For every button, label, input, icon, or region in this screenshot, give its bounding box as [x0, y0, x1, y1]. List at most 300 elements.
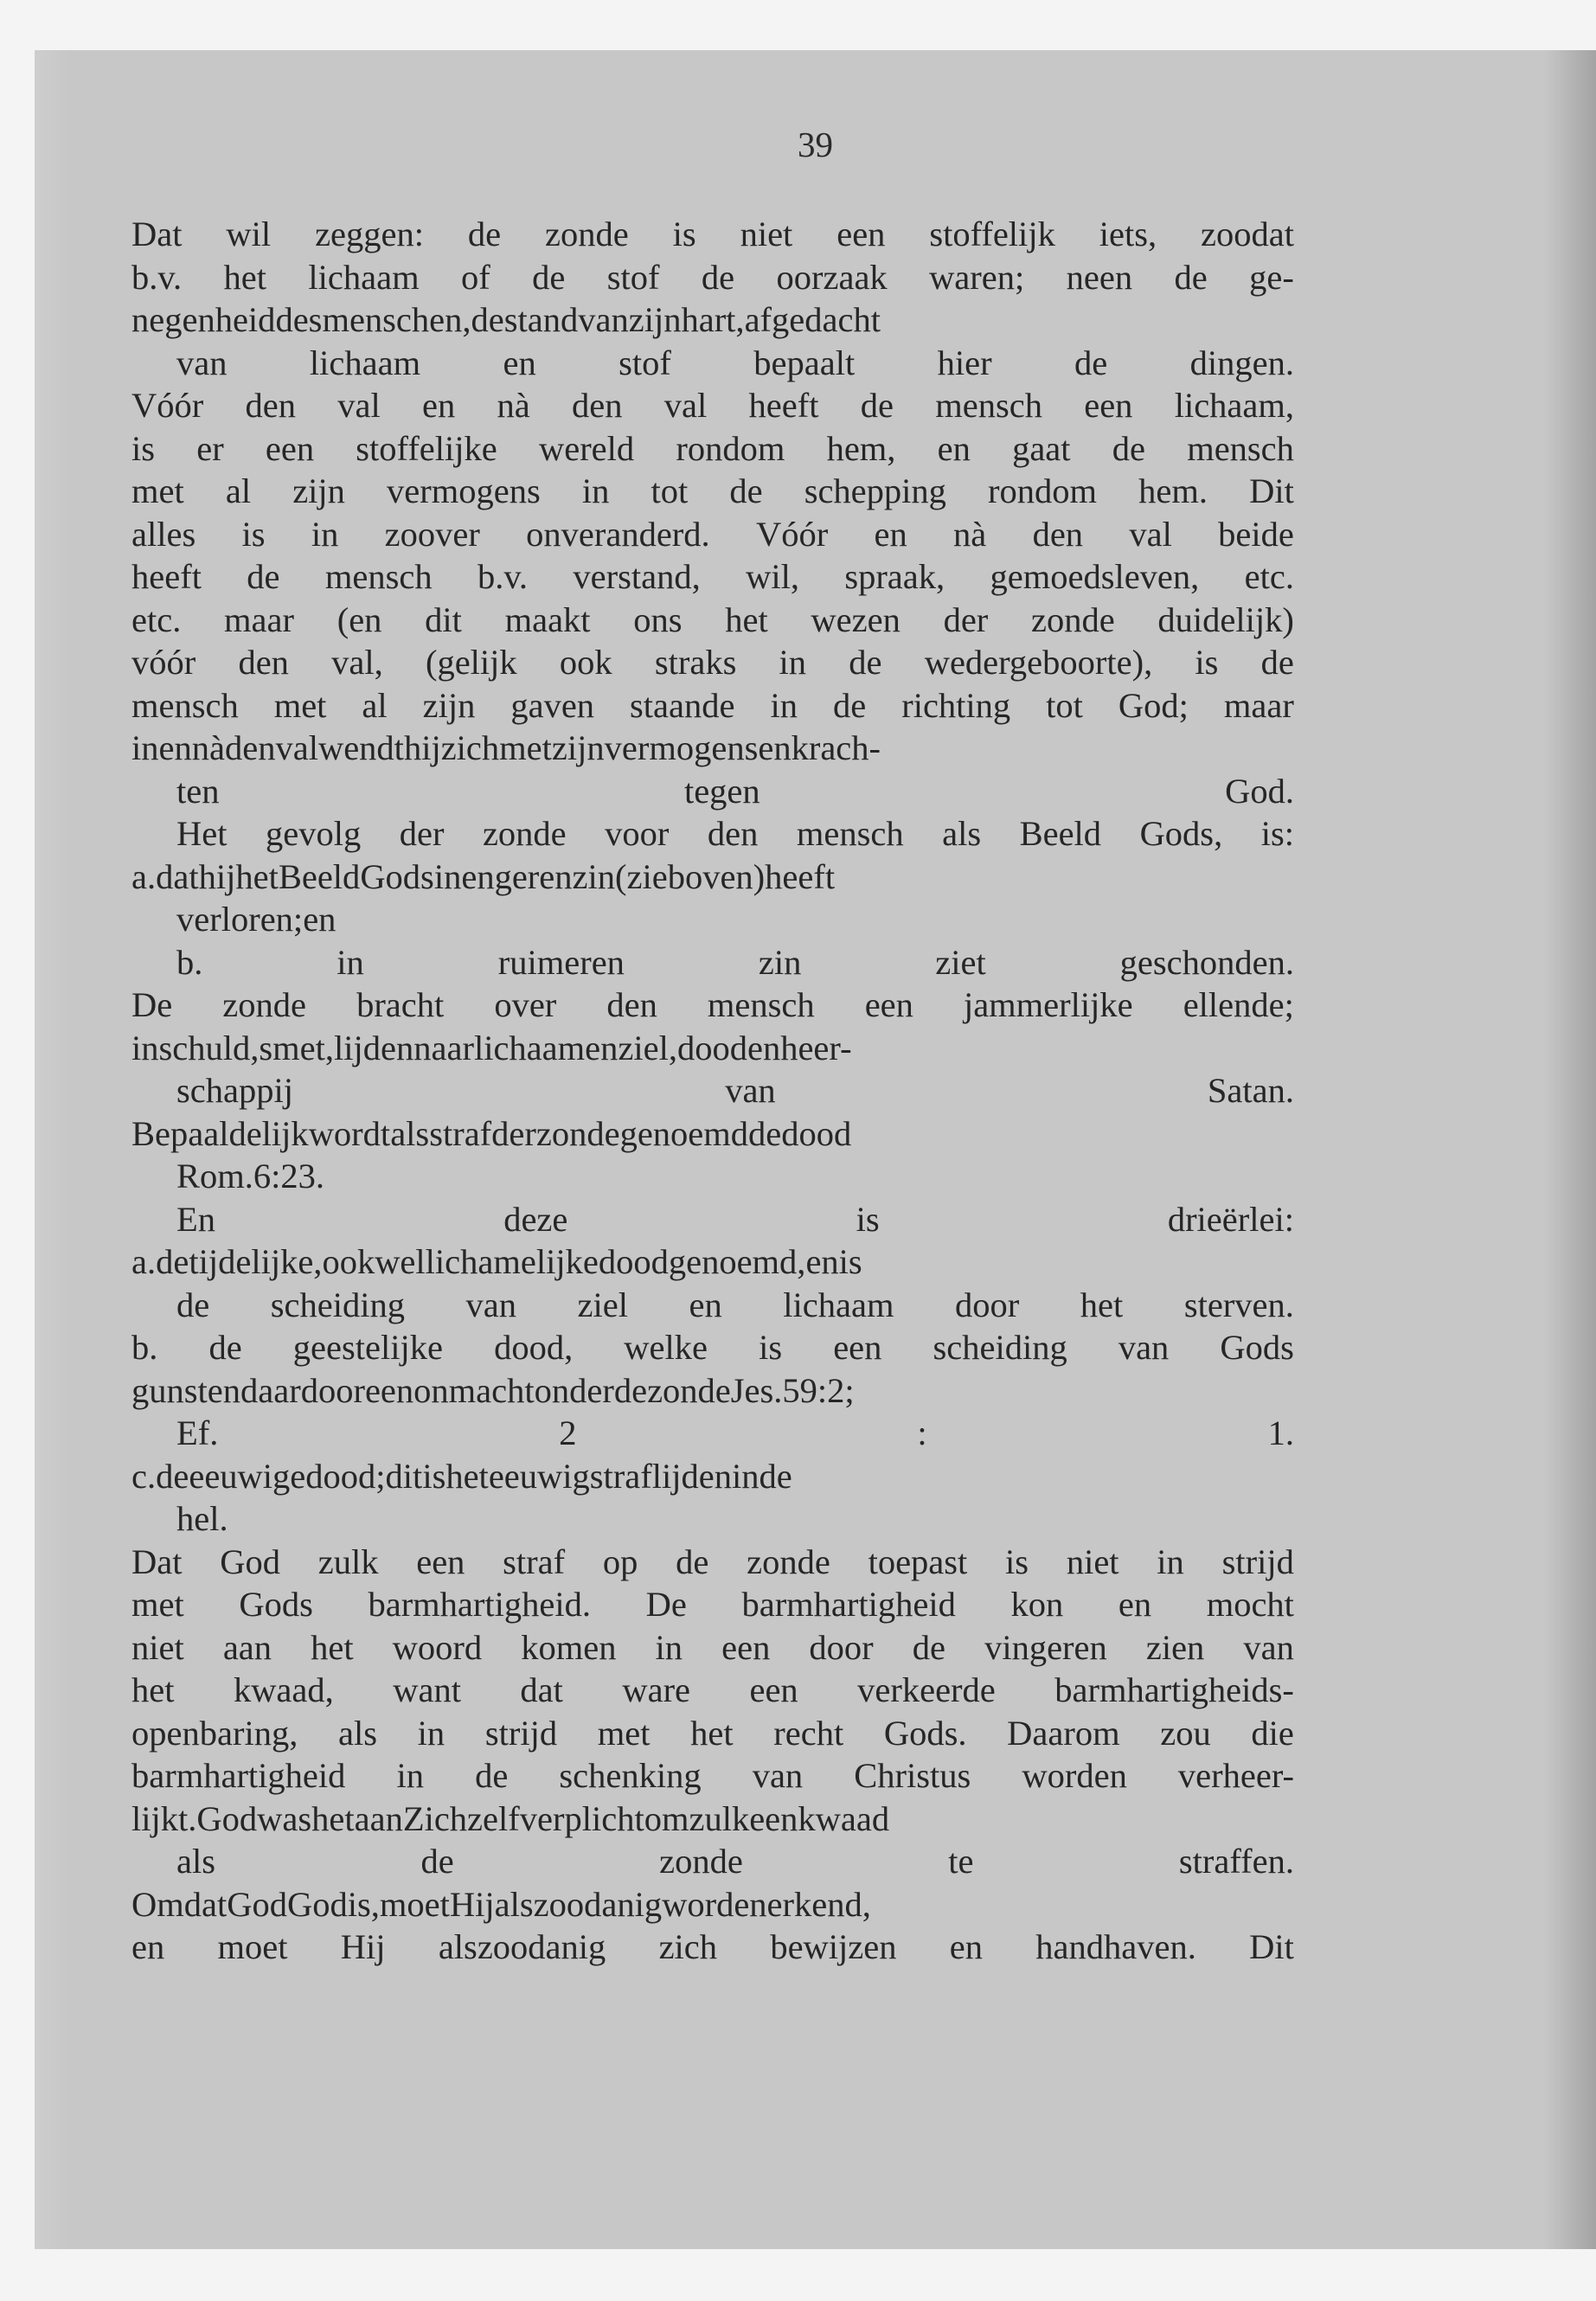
word: wedergeboorte), [924, 643, 1153, 682]
word: lichaam, [1174, 386, 1294, 425]
word: verstand, [573, 557, 701, 596]
word: lichaam [308, 257, 420, 297]
word: iets, [1099, 215, 1157, 253]
word: b.v. [477, 557, 529, 596]
word: kon [1010, 1585, 1064, 1624]
word: stoffelijk [929, 215, 1055, 253]
word: der [491, 1113, 536, 1153]
word: het [131, 1670, 175, 1709]
word: straf [429, 1113, 492, 1153]
word: stand [503, 300, 579, 339]
word: mensch [707, 985, 815, 1024]
word: hier [937, 343, 992, 382]
word: moet [217, 1927, 288, 1966]
word: het [311, 1798, 355, 1838]
word: hem, [826, 428, 896, 468]
word: tot [651, 471, 689, 510]
word: door [809, 1627, 874, 1667]
word: val, [331, 643, 383, 682]
word: in [1157, 1541, 1184, 1581]
word: een [416, 1541, 465, 1581]
word: : [817, 1370, 828, 1410]
word: de [613, 1370, 648, 1410]
word: den [224, 728, 276, 767]
word: in [433, 856, 462, 896]
word: dit [385, 1456, 423, 1496]
word: het [445, 1456, 489, 1496]
word: lichaam [473, 1028, 586, 1067]
word: deze [503, 1199, 568, 1239]
word: de [475, 1756, 509, 1795]
word: als [337, 1713, 377, 1753]
text-line [131, 1626, 1294, 1670]
word: in [337, 942, 364, 982]
word: En [176, 1199, 215, 1239]
word: zoover [384, 514, 480, 554]
word: zin [758, 942, 802, 982]
word: in [417, 1713, 445, 1753]
text-line [131, 555, 1294, 599]
word: scheiding [933, 1328, 1067, 1367]
word: hij [403, 728, 441, 767]
scanned-page [35, 50, 1596, 2249]
word: engeren [461, 856, 573, 896]
word: zoodat [1201, 215, 1294, 253]
word: Dat [131, 1541, 183, 1581]
page-shadow-right [1544, 50, 1596, 2249]
text-line [131, 1712, 1294, 1755]
word: (gelijk [425, 643, 517, 682]
word: zin [572, 856, 615, 896]
word: in [770, 685, 798, 725]
word: ook [322, 1242, 375, 1281]
word: de [912, 1627, 945, 1667]
word: zonde [535, 1113, 620, 1153]
word: als [942, 814, 982, 853]
word: wil [226, 215, 272, 253]
word: eeuwig [488, 1456, 590, 1496]
word: Hij [449, 1884, 495, 1924]
word: zijn [551, 728, 605, 767]
word: Beeld [1019, 814, 1102, 853]
word: 2; [827, 1370, 855, 1410]
word: en [689, 1285, 722, 1324]
word: worden [662, 1884, 767, 1924]
word: de [849, 643, 882, 682]
word: val [337, 386, 381, 425]
word: daardoor [240, 1370, 365, 1410]
word: God [227, 1884, 287, 1924]
word: in [311, 514, 339, 554]
word: een [265, 428, 315, 468]
word: en [949, 1927, 984, 1966]
word: drieërlei: [1167, 1199, 1294, 1239]
word: nà [191, 728, 225, 767]
word: al [225, 471, 252, 510]
word: met [131, 471, 184, 510]
word: en [937, 428, 971, 468]
word: zich [658, 1927, 718, 1966]
word: de [420, 1842, 454, 1881]
word: de [1112, 428, 1145, 468]
word: Gods [1220, 1328, 1294, 1367]
word: dingen. [1189, 343, 1294, 382]
word: met [597, 1713, 651, 1753]
word: heeft [765, 856, 836, 896]
word: is [1005, 1541, 1029, 1581]
word: recht [773, 1713, 844, 1753]
word: geestelijke [292, 1328, 443, 1367]
word: en [303, 900, 337, 939]
word: ziel, [618, 1028, 677, 1067]
word: heeft [748, 386, 819, 425]
word: den [245, 386, 296, 425]
word: val [663, 386, 708, 425]
word: hij [198, 856, 236, 896]
word: val [1129, 514, 1172, 554]
word: stoffelijke [356, 428, 497, 468]
word: sterven. [1183, 1285, 1294, 1324]
word: in [396, 1756, 425, 1795]
word: lichaam [783, 1285, 894, 1324]
word: negenheid [131, 300, 276, 339]
word: maar [224, 599, 294, 639]
word: God [196, 1798, 258, 1838]
word: straks [654, 643, 737, 682]
text-line [131, 513, 1294, 556]
word: God [220, 1541, 280, 1581]
word: de [832, 685, 867, 725]
word: tot [1046, 685, 1083, 725]
word: de [247, 557, 280, 596]
word: een [836, 215, 886, 253]
word: van [465, 1285, 516, 1324]
text-line [131, 812, 1294, 856]
word: het [223, 257, 266, 297]
word: zulk [689, 1798, 750, 1838]
word: Gods. [883, 1713, 967, 1753]
word: niet [131, 1627, 184, 1667]
word: tijdelijke, [189, 1242, 323, 1281]
word: 59 [782, 1370, 817, 1410]
text-line [131, 213, 1294, 256]
word: Beeld [278, 856, 361, 896]
word: is [759, 1328, 783, 1367]
word: den [606, 985, 657, 1024]
word: rondom [988, 471, 1098, 510]
word: in [731, 1456, 760, 1496]
word: de [729, 471, 763, 510]
word: ten [176, 771, 220, 811]
text-line [131, 1455, 1294, 1498]
word: neen [1066, 257, 1133, 297]
text-line [131, 1840, 1294, 1883]
word: de [748, 1113, 782, 1153]
word: is [422, 1456, 446, 1496]
text-line [131, 1240, 1294, 1284]
word: en [422, 386, 456, 425]
word: mensch [935, 386, 1042, 425]
text-line [131, 342, 1294, 385]
word: verkeerde [857, 1670, 996, 1709]
text-line [131, 256, 1294, 299]
word: oorzaak [776, 257, 888, 297]
word: nà [497, 386, 530, 425]
word: : [271, 1157, 281, 1195]
word: b. [176, 942, 203, 982]
word: hart, [681, 300, 745, 339]
word: gaat [1012, 428, 1071, 468]
word: van [752, 1756, 804, 1795]
word: Omdat [131, 1884, 228, 1924]
word: c. [131, 1456, 157, 1496]
word: 2 [559, 1413, 577, 1452]
word: om [644, 1798, 689, 1838]
word: verheer- [1177, 1756, 1294, 1795]
word: genoemd [619, 1113, 749, 1153]
word: mensch [131, 685, 239, 725]
word: scheiding [270, 1285, 405, 1324]
word: niet [740, 215, 793, 253]
word: Daarom [1007, 1713, 1120, 1753]
body-text [131, 213, 1294, 1969]
word: der [943, 599, 989, 639]
word: strijd [484, 1713, 558, 1753]
word: staande [630, 685, 735, 725]
word: gemoedsleven, [990, 557, 1200, 596]
word: de [208, 1328, 242, 1367]
word: worden [1022, 1756, 1127, 1795]
word: met [499, 728, 552, 767]
word: zonde [545, 215, 629, 253]
word: ons [633, 599, 683, 639]
word: is [856, 1199, 880, 1239]
word: en [503, 343, 536, 382]
word: toepast [868, 1541, 968, 1581]
word: zou [1160, 1713, 1211, 1753]
word: : [917, 1413, 927, 1452]
word: Rom. [176, 1157, 253, 1195]
word: ware [622, 1670, 691, 1709]
word: 23. [280, 1157, 325, 1195]
word: is [672, 215, 696, 253]
word: God [286, 1884, 348, 1924]
word: gevolg [265, 814, 362, 853]
word: en [747, 1028, 781, 1067]
word: de [156, 1456, 189, 1496]
text-line [131, 599, 1294, 642]
word: hem. [1138, 471, 1208, 510]
word: geschonden. [1119, 942, 1294, 982]
word: Dit [1249, 1927, 1294, 1966]
word: de [860, 386, 894, 425]
word: in [131, 1028, 159, 1067]
word: maakt [504, 599, 591, 639]
text-line [131, 1883, 1294, 1926]
text-line [131, 641, 1294, 684]
word: Gods [360, 856, 434, 896]
word: met [131, 1585, 184, 1624]
word: mensch [796, 814, 904, 853]
word: als [390, 1113, 430, 1153]
word: Dat [131, 215, 183, 253]
word: barmhartigheid [741, 1585, 956, 1624]
word: b.v. [131, 257, 183, 297]
word: vingeren [984, 1627, 1107, 1667]
word: Jes. [730, 1370, 783, 1410]
word: en [1118, 1585, 1152, 1624]
word: etc. [1244, 557, 1294, 596]
word: (en [337, 599, 382, 639]
word: komen [521, 1627, 617, 1667]
text-line [131, 1155, 1294, 1198]
word: en [131, 1927, 165, 1966]
word: de [1260, 643, 1294, 682]
word: het [725, 599, 768, 639]
word: is [241, 514, 266, 554]
word: de [676, 1541, 709, 1581]
word: genoemd, [668, 1242, 806, 1281]
word: schepping [804, 471, 946, 510]
word: De [645, 1585, 687, 1624]
word: de [176, 1285, 210, 1324]
word: van [176, 343, 228, 382]
word: mocht [1206, 1585, 1294, 1624]
word: strijd [1221, 1541, 1294, 1581]
word: en [585, 1028, 619, 1067]
word: is [1195, 643, 1219, 682]
word: barmhartigheid. [368, 1585, 592, 1624]
word: aan [354, 1798, 403, 1838]
word: schenking [559, 1756, 702, 1795]
text-line [131, 427, 1294, 471]
text-line [131, 1198, 1294, 1241]
text-line [131, 770, 1294, 813]
word: over [494, 985, 557, 1024]
word: a. [131, 1242, 157, 1281]
word: waren; [929, 257, 1025, 297]
word: een [833, 1328, 882, 1367]
word: in [131, 728, 159, 767]
word: ziel [577, 1285, 628, 1324]
word: de [701, 257, 735, 297]
word: welke [624, 1328, 708, 1367]
text-line [131, 898, 1294, 941]
word: een [864, 985, 913, 1024]
word: menschen, [322, 300, 471, 339]
word: wordt [308, 1113, 391, 1153]
word: van [1243, 1627, 1294, 1667]
text-line [131, 470, 1294, 513]
text-line [131, 1326, 1294, 1369]
word: 6 [253, 1157, 272, 1195]
word: want [393, 1670, 461, 1709]
word: eeuwige [189, 1456, 306, 1496]
word: God; [1118, 685, 1189, 725]
word: het [235, 856, 279, 896]
word: der [399, 814, 445, 853]
word: dat [156, 856, 199, 896]
word: aan [222, 1627, 272, 1667]
word: dood; [305, 1456, 386, 1496]
word: bepaalt [753, 343, 856, 382]
word: was [257, 1798, 312, 1838]
word: duidelijk) [1157, 599, 1294, 639]
word: Vóór [131, 386, 204, 425]
text-line [131, 1798, 1294, 1841]
word: een [749, 1670, 798, 1709]
word: lichamelijke [425, 1242, 599, 1281]
text-line [131, 1583, 1294, 1626]
word: in [655, 1627, 683, 1667]
word: de [759, 1456, 792, 1496]
word: De [131, 985, 173, 1024]
word: en [758, 728, 792, 767]
word: een [364, 1370, 414, 1410]
text-line [131, 1497, 1294, 1541]
word: stof [619, 343, 671, 382]
word: hel. [176, 1499, 228, 1538]
word: ge- [1249, 257, 1294, 297]
word: val [275, 728, 318, 767]
text-line [131, 684, 1294, 727]
text-line [131, 1284, 1294, 1327]
word: gunst [131, 1370, 208, 1410]
text-line [131, 984, 1294, 1027]
word: dood [676, 1028, 747, 1067]
word: Satan. [1207, 1071, 1294, 1110]
word: wil, [746, 557, 799, 596]
text-line [131, 298, 1294, 342]
word: smet, [259, 1028, 335, 1067]
word: en [874, 514, 907, 554]
word: des [275, 300, 323, 339]
word: wendt [317, 728, 404, 767]
word: zonde [482, 814, 567, 853]
text-line [131, 1112, 1294, 1156]
word: en [158, 728, 192, 767]
text-line [131, 856, 1294, 899]
word: is [131, 428, 156, 468]
word: woord [392, 1627, 483, 1667]
word: op [602, 1541, 638, 1581]
word: zonde [647, 1370, 731, 1410]
word: kwaad, [233, 1670, 334, 1709]
word: de [471, 300, 504, 339]
word: richting [901, 685, 1011, 725]
text-line [131, 1926, 1294, 1969]
word: het [1080, 1285, 1124, 1324]
word: straffen. [1178, 1842, 1294, 1881]
word: te [948, 1842, 974, 1881]
text-line [131, 1669, 1294, 1712]
word: de [532, 257, 566, 297]
word: jammerlijke [963, 985, 1133, 1024]
word: zijn [422, 685, 476, 725]
word: afgedacht [744, 300, 881, 339]
word: den [1032, 514, 1084, 554]
word: bracht [356, 985, 445, 1024]
word: Het [176, 814, 228, 853]
word: Dit [1249, 471, 1294, 510]
word: rondom [676, 428, 785, 468]
text-line [131, 727, 1294, 770]
word: ellende; [1183, 985, 1294, 1024]
word: wereld [538, 428, 635, 468]
word: Zichzelf [402, 1798, 520, 1838]
word: moet [379, 1884, 450, 1924]
page-shadow-left [35, 50, 69, 2249]
